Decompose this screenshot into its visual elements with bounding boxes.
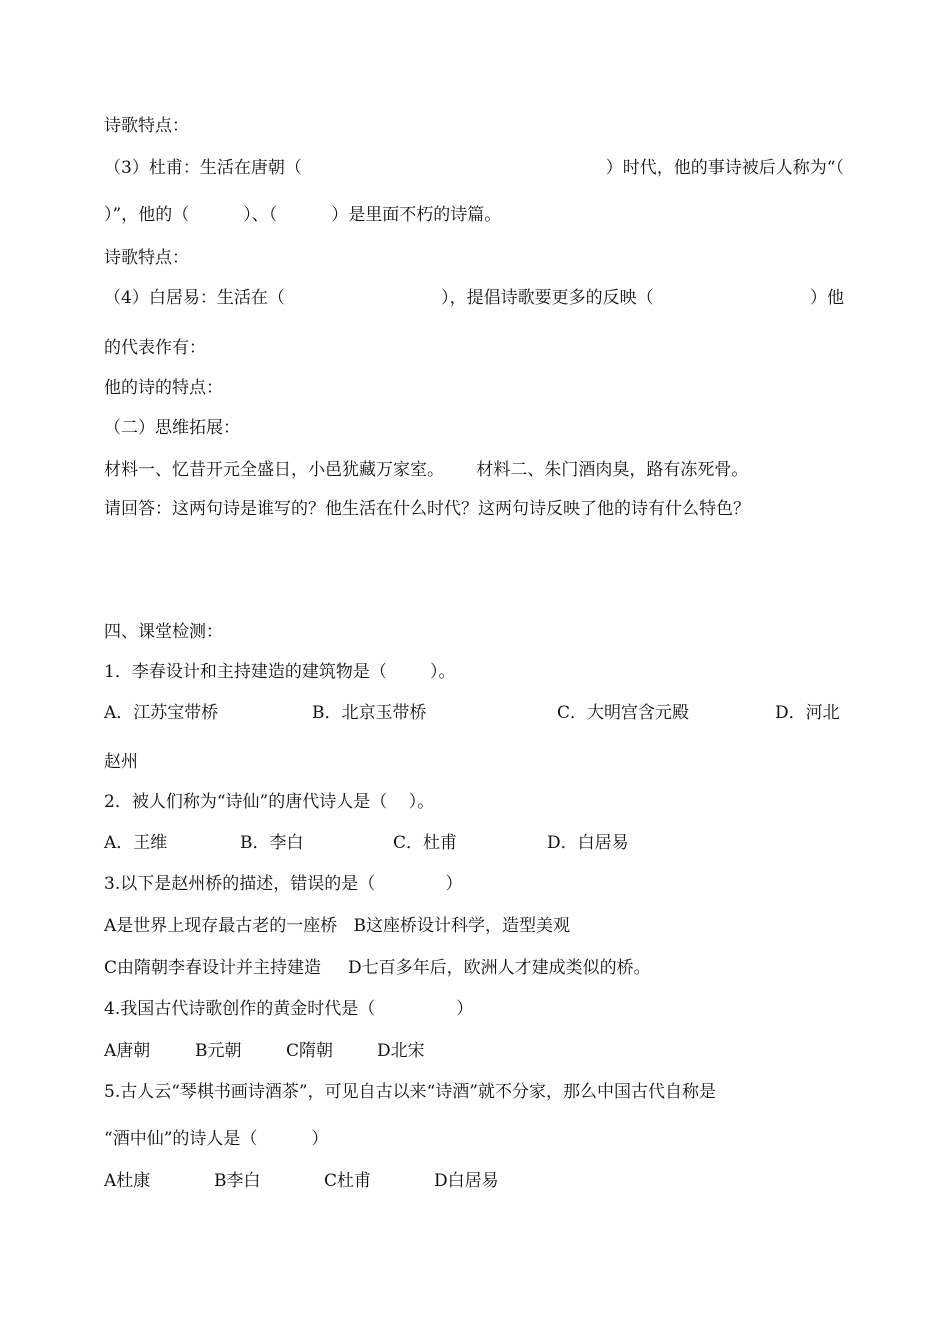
- question-5-option-b: B李白: [214, 1171, 261, 1191]
- question-1: 1．李春设计和主持建造的建筑物是（ ）。: [104, 662, 456, 682]
- thinking-section-heading: （二）思维拓展：: [104, 418, 240, 438]
- bai-juyi-line-3: 他的诗的特点：: [104, 378, 223, 398]
- bai-juyi-line-1-part-1: （4）白居易：生活在（: [104, 288, 285, 308]
- question-2-option-c: C．杜甫: [393, 833, 458, 853]
- bai-juyi-line-2: 的代表作有：: [104, 338, 206, 358]
- question-5-option-d: D白居易: [434, 1171, 499, 1191]
- question-4-option-c: C隋朝: [286, 1041, 334, 1061]
- du-fu-line-1: [104, 156, 844, 180]
- question-5-option-c: C杜甫: [324, 1171, 372, 1191]
- question-1-option-b: B．北京玉带桥: [312, 703, 427, 723]
- poetry-feature-label-1: 诗歌特点：: [104, 116, 189, 136]
- question-2-options: [104, 831, 629, 855]
- du-fu-line-1-part-1: （3）杜甫：生活在唐朝（: [104, 158, 302, 178]
- question-2: 2．被人们称为“诗仙”的唐代诗人是（ ）。: [104, 792, 435, 812]
- question-4-option-d: D北宋: [377, 1041, 425, 1061]
- question-4-option-b: B元朝: [195, 1041, 242, 1061]
- question-3-options-line-2: C由隋朝李春设计并主持建造 D七百多年后，欧洲人才建成类似的桥。: [104, 958, 651, 978]
- question-2-option-a: A．王维: [104, 833, 168, 853]
- question-1-option-a: A．江苏宝带桥: [104, 703, 219, 723]
- question-4: 4.我国古代诗歌创作的黄金时代是（ ）: [104, 999, 474, 1019]
- du-fu-line-1-part-2: ）时代，他的事诗被后人称为“（: [605, 158, 844, 178]
- question-1-option-d: D．河北: [775, 703, 840, 723]
- question-1-option-c: C．大明宫含元殿: [557, 703, 690, 723]
- question-5-options: [104, 1169, 499, 1193]
- classroom-check-heading: 四、课堂检测：: [104, 622, 223, 642]
- bai-juyi-line-1-part-2: ），提倡诗歌要更多的反映（: [441, 288, 654, 308]
- question-2-option-b: B．李白: [240, 833, 304, 853]
- materials-line: 材料一、忆昔开元全盛日，小邑犹藏万家室。 材料二、朱门酒肉臭，路有冻死骨。: [104, 460, 749, 480]
- du-fu-line-2: ）”，他的（ ）、（ ）是里面不朽的诗篇。: [104, 205, 502, 225]
- question-4-options: [104, 1039, 425, 1063]
- question-2-option-d: D．白居易: [547, 833, 629, 853]
- poetry-feature-label-2: 诗歌特点：: [104, 248, 189, 268]
- question-5-line-1: 5.古人云“琴棋书画诗酒茶”，可见自古以来“诗酒”就不分家，那么中国古代自称是: [104, 1082, 716, 1102]
- question-4-option-a: A唐朝: [104, 1041, 151, 1061]
- question-5-option-a: A杜康: [104, 1171, 151, 1191]
- question-line: 请回答：这两句诗是谁写的？他生活在什么时代？这两句诗反映了他的诗有什么特色？: [104, 499, 750, 519]
- question-5-line-2: “酒中仙”的诗人是（ ）: [104, 1129, 329, 1149]
- question-1-options: [104, 701, 840, 725]
- question-3-options-line-1: A是世界上现存最古老的一座桥 B这座桥设计科学，造型美观: [104, 916, 570, 936]
- question-1-option-d-wrap: 赵州: [104, 752, 138, 772]
- bai-juyi-line-1: [104, 286, 844, 310]
- question-3: 3.以下是赵州桥的描述，错误的是（ ）: [104, 874, 463, 894]
- bai-juyi-line-1-part-3: ）他: [809, 288, 844, 308]
